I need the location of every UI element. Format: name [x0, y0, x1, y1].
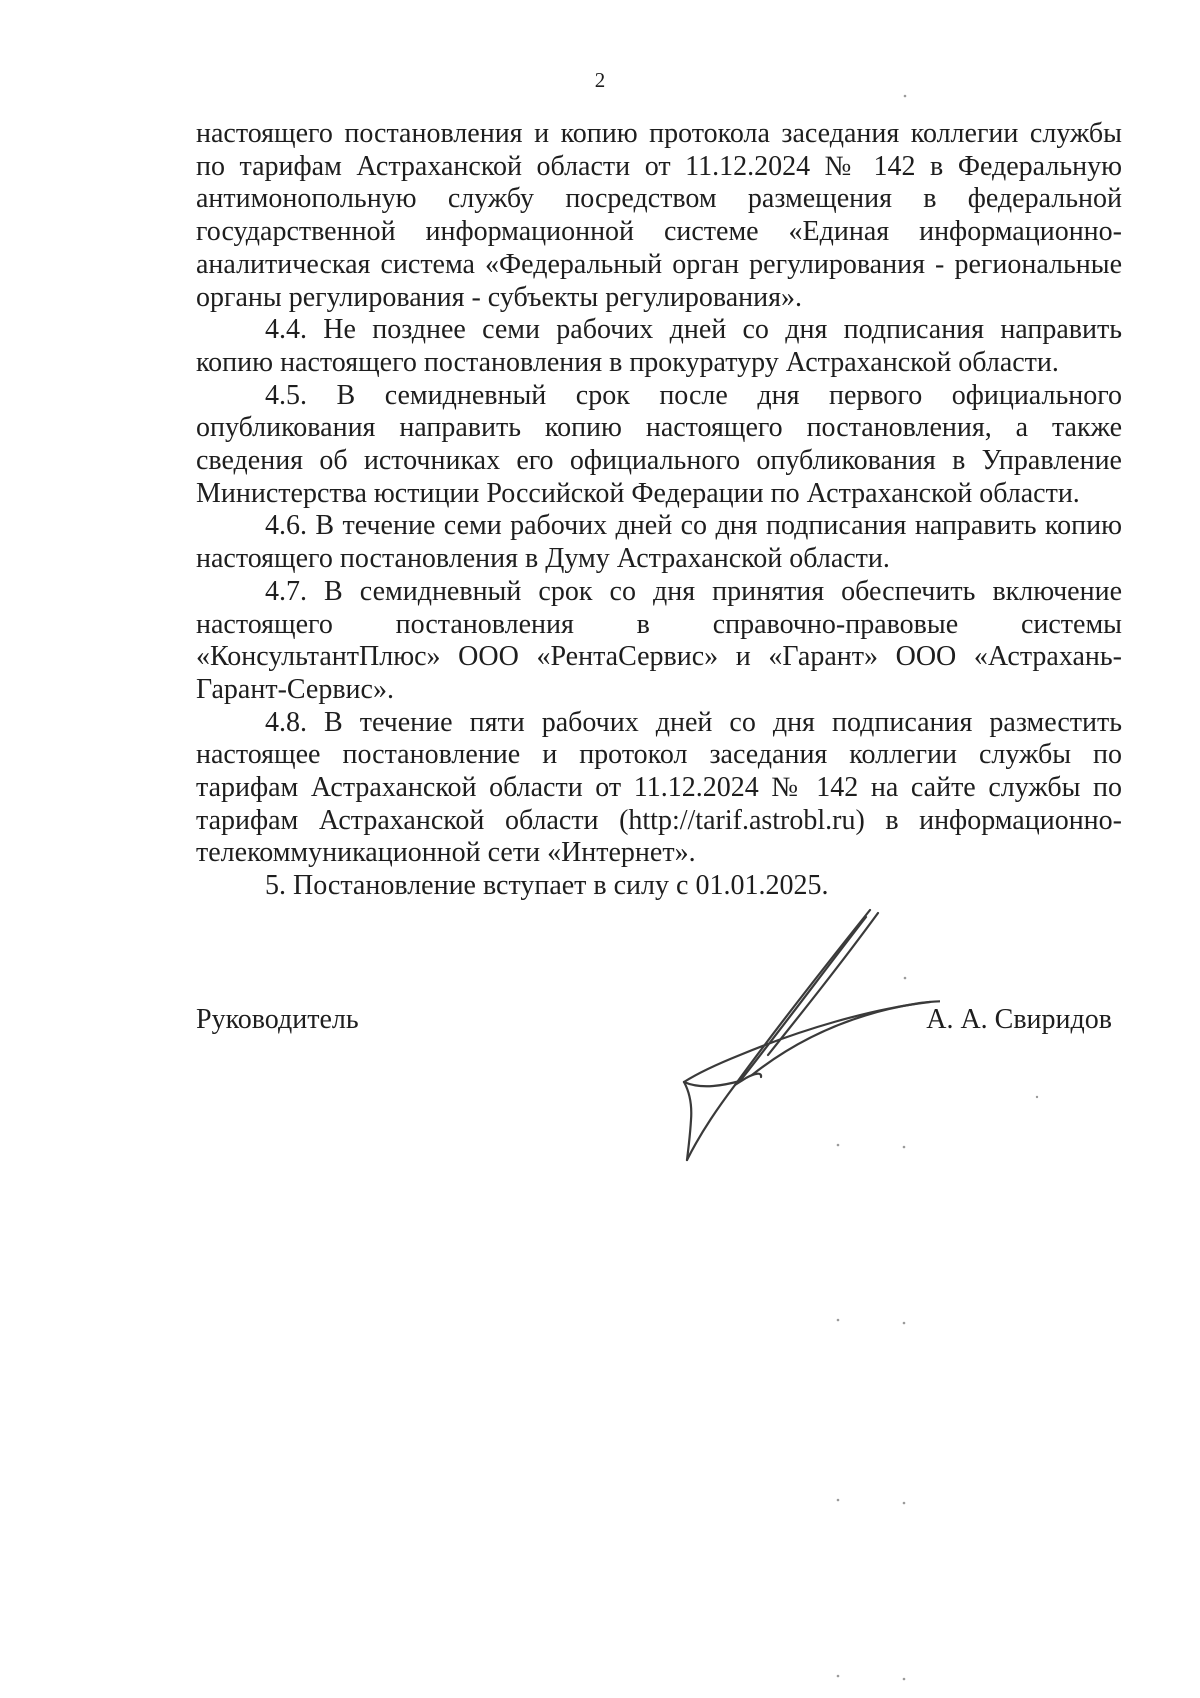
paragraph-4-6: 4.6. В течение семи рабочих дней со дня подписания направить копию настоящего постановления в Думу Астраханской области. — [196, 510, 1122, 575]
paragraph-4-5: 4.5. В семидневный срок после дня первого официального опубликования направить копию настоящего постановления, а также сведения об источниках его официального опубликования в Управление Министерства юстиции Российской Федерации по Астраханской области. — [196, 379, 1122, 509]
page-number: 2 — [594, 68, 606, 92]
signer-position: Руководитель — [196, 1004, 359, 1035]
paragraph-4-8: 4.8. В течение пяти рабочих дней со дня подписания разместить настоящее постановление и протокол заседания коллегии службы по тарифам Астраханской области от 11.12.2024 № 142 на сайте службы по тарифам Астраханской области (http://tarif.astrobl.ru) в информационно-телекоммуникационной сети «Интернет». — [196, 706, 1122, 869]
paragraph-4-4: 4.4. Не позднее семи рабочих дней со дня подписания направить копию настоящего постановления в прокуратуру Астраханской области. — [196, 314, 1122, 378]
paragraph-5: 5. Постановление вступает в силу с 01.01.2025. — [265, 870, 829, 902]
signer-name: А. А. Свиридов — [926, 1004, 1112, 1035]
paragraph-4-7: 4.7. В семидневный срок со дня принятия обеспечить включение настоящего постановления в справочно-правовые системы «КонсультантПлюс» ООО «РентаСервис» и «Гарант» ООО «Астрахань-Гарант-Сервис». — [196, 575, 1122, 705]
paragraph-4-3-continuation: настоящего постановления и копию протокола заседания коллегии службы по тарифам Астраханской области от 11.12.2024 № 142 в Федеральную антимонопольную службу посредством размещения в федеральной государственной информационной системе «Единая информационно-аналитическая система «Федеральный орган регулирования - региональные органы регулирования - субъекты регулирования». — [196, 118, 1122, 313]
